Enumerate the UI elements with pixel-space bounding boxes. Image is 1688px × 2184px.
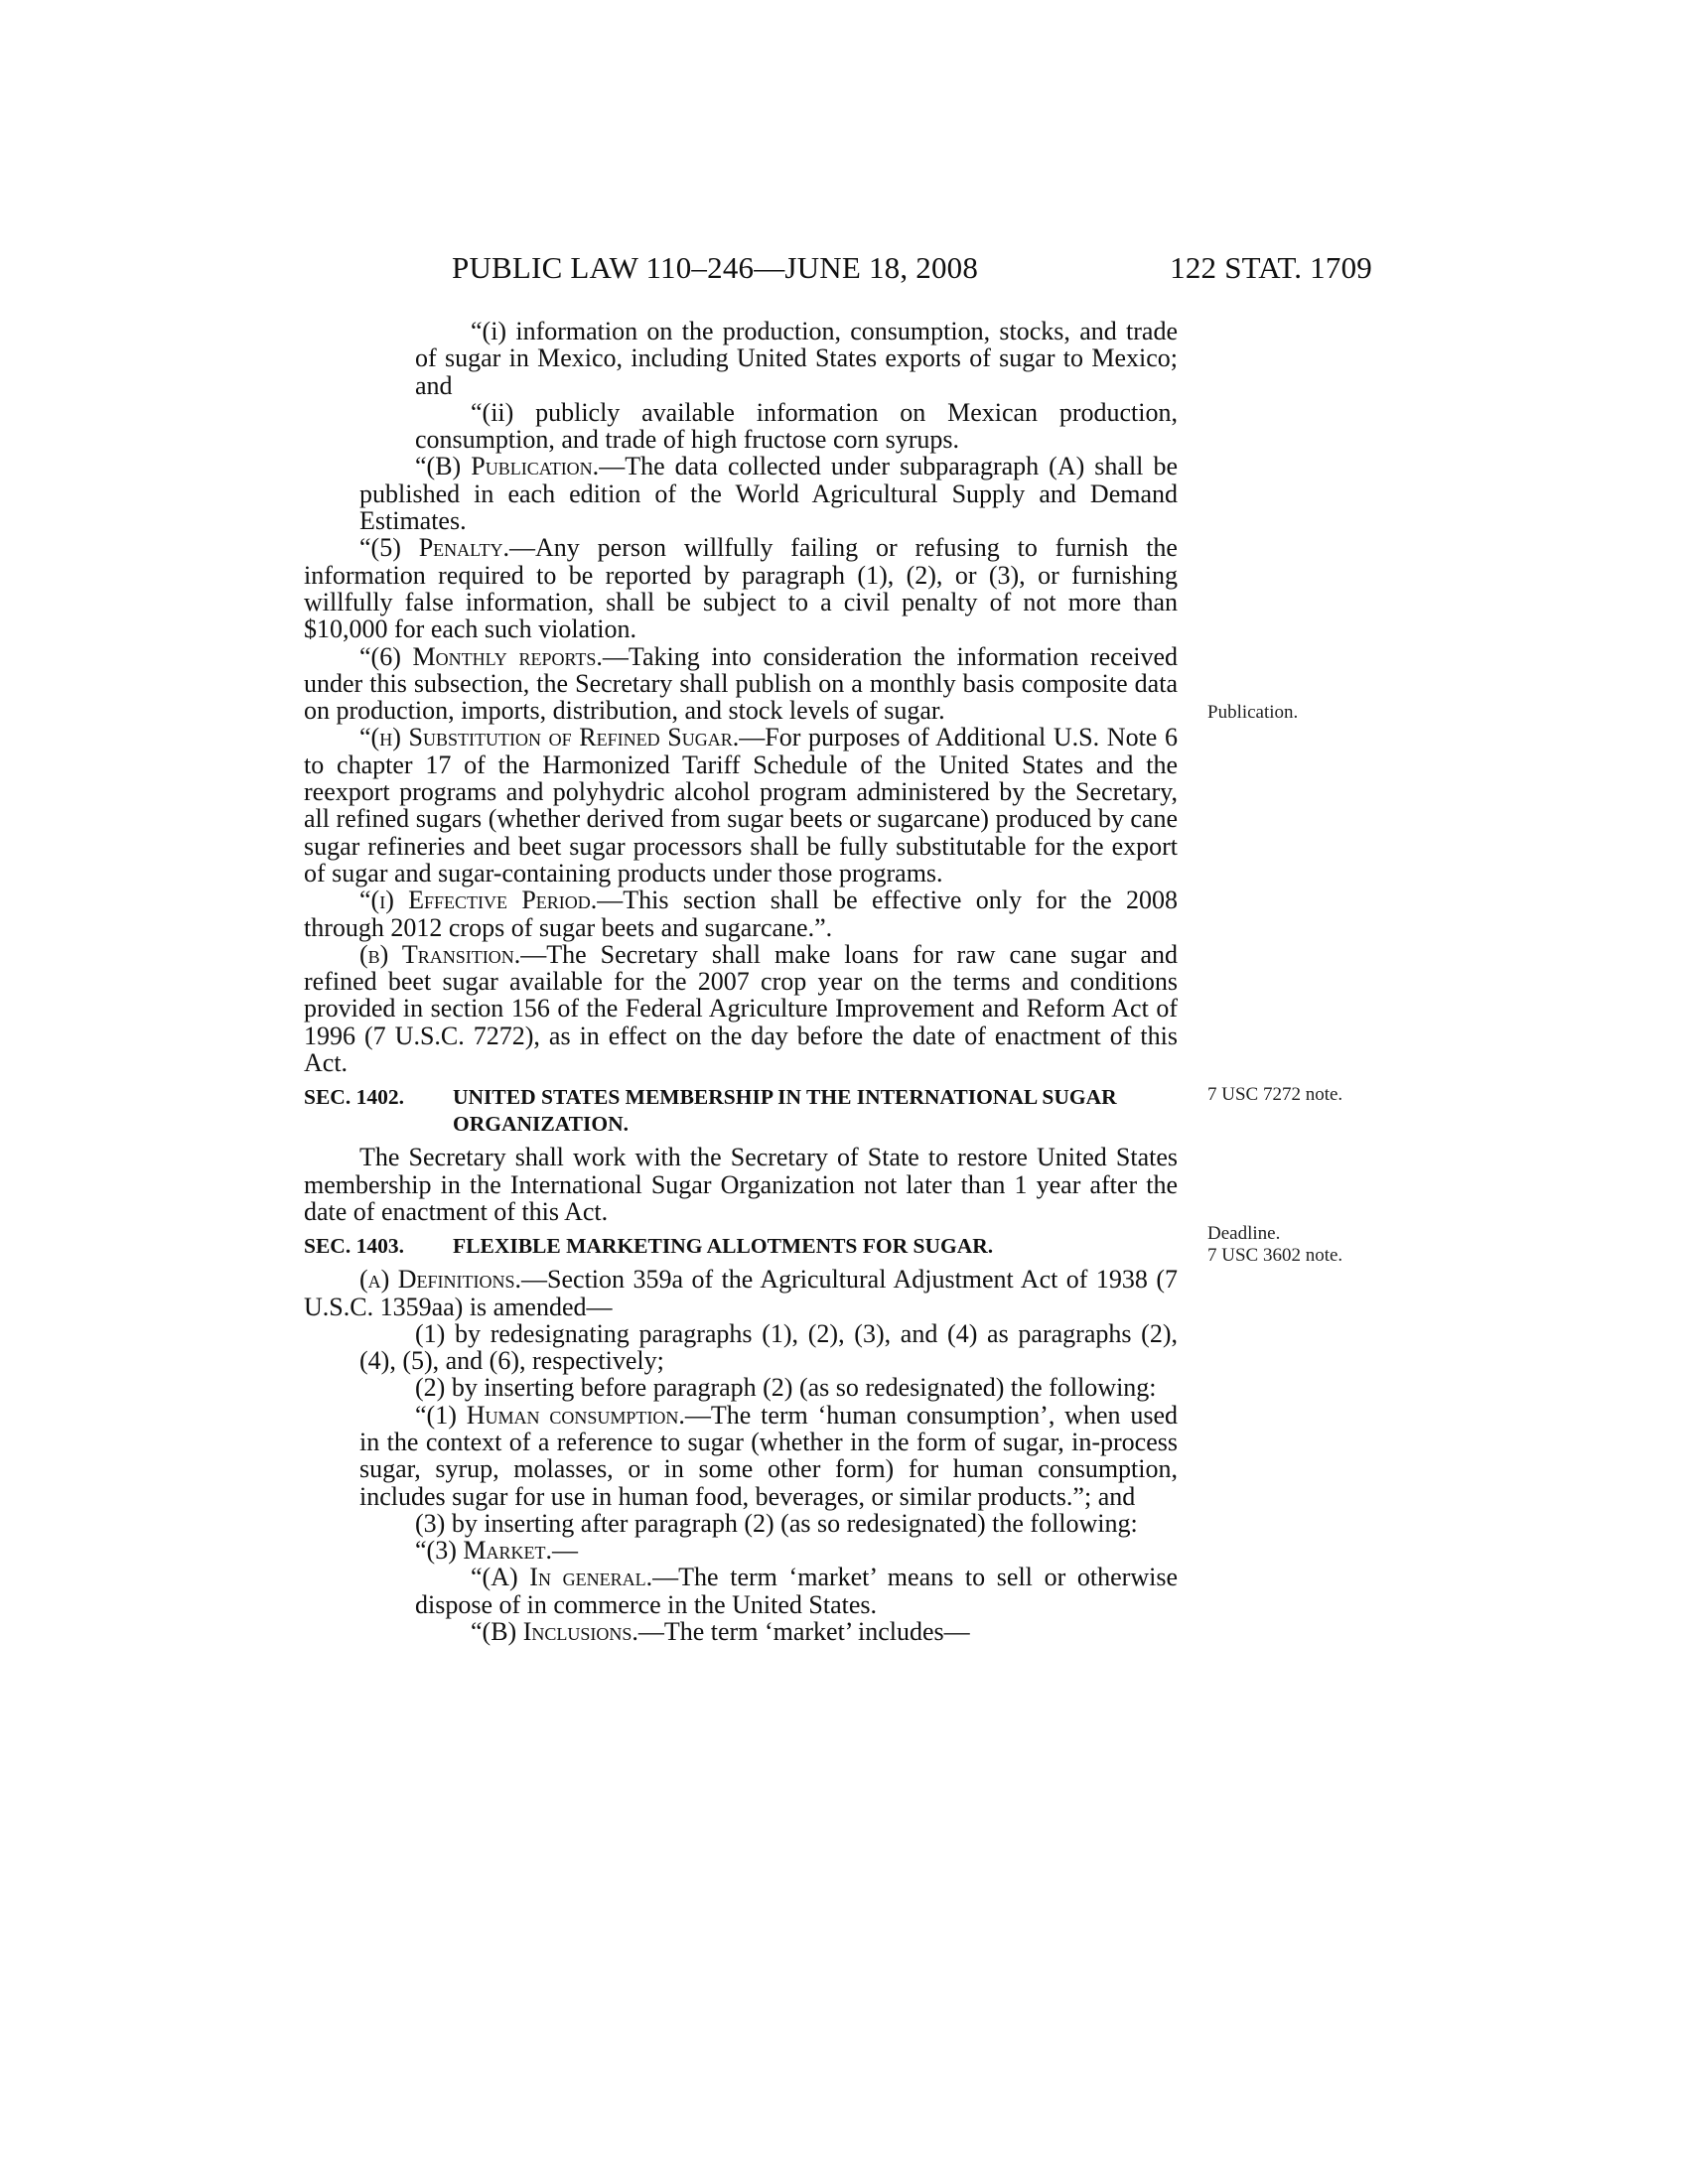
section-1403-heading: SEC. 1403. FLEXIBLE MARKETING ALLOTMENTS FOR SUGAR. [304,1234,994,1259]
item-3-inserting-after: (3) by inserting after paragraph (2) (as so redesignated) the following: [415,1508,1138,1538]
subsection-h-substitution: “(h) Substitution of Refined Sugar.—For purposes of Additional U.S. Note 6 to chapter 17 of the Harmonized Tariff Schedule of the United States and the reexport programs and polyhydric alcohol program administered by the Secretary, all refined sugars (whether derived from sugar beets or sugarcane) produced by cane sugar refineries and beet sugar processors shall be fully substitutable for the export of sugar and sugar-containing products under those programs. [304,723,1179,887]
market-in-general: “(A) In general.—The term ‘market’ means to sell or otherwise dispose of in commerce in the United States. [415,1563,1178,1619]
margin-note-deadline: Deadline. [1207,1223,1281,1244]
header-stat-page: 122 STAT. 1709 [1170,250,1372,285]
header-law-citation: PUBLIC LAW 110–246—JUNE 18, 2008 [452,250,979,285]
margin-note-usc-7272: 7 USC 7272 note. [1207,1084,1343,1105]
definition-market: “(3) Market.— [415,1536,578,1566]
section-1402-text: The Secretary shall work with the Secretary of State to restore United States membership in the International Sugar Organization not later than 1 year after the date of enactment of this Act. [304,1143,1178,1226]
paragraph-5-penalty: “(5) Penalty.—Any person willfully failing or refusing to furnish the information required to be reported by paragraph (1), (2), or (3), or furnishing willfully false information, shall be subject to a civil penalty of not more than $10,000 for each such violation. [304,533,1178,644]
subsection-b-transition: (b) Transition.—The Secretary shall make loans for raw cane sugar and refined beet sugar available for the 2007 crop year on the terms and conditions provided in section 156 of the Federal Agriculture Improvement and Reform Act of 1996 (7 U.S.C. 7272), as in effect on the day before the date of enactment of this Act. [304,939,1179,1078]
subsection-a-definitions: (a) Definitions.—Section 359a of the Agricultural Adjustment Act of 1938 (7 U.S.C. 1359aa) is amended— [304,1265,1178,1321]
market-inclusions: “(B) Inclusions.—The term ‘market’ includes— [471,1617,970,1647]
margin-note-publication: Publication. [1207,702,1299,723]
document-body [304,318,1178,1645]
definition-human-consumption: “(1) Human consumption.—The term ‘human consumption’, when used in the context of a reference to sugar (whether in the form of sugar, in-process sugar, syrup, molasses, or in some other form) for human consumption, includes sugar for use in human food, beverages, or similar products.”; and [359,1400,1179,1511]
subparagraph-b-publication: “(B) Publication.—The data collected under subparagraph (A) shall be published in each edition of the World Agricultural Supply and Demand Estimates. [359,452,1178,536]
clause-i: “(i) information on the production, consumption, stocks, and trade of sugar in Mexico, including United States exports of sugar to Mexico; and [415,317,1178,400]
subsection-i-effective-period: “(i) Effective Period.—This section shall be effective only for the 2008 through 2012 crops of sugar beets and sugarcane.”. [304,886,1178,942]
clause-ii: “(ii) publicly available information on Mexican production, consumption, and trade of high fructose corn syrups. [415,397,1178,455]
page-header [0,250,1688,290]
paragraph-6-monthly-reports: “(6) Monthly reports.—Taking into consideration the information received under this subsection, the Secretary shall publish on a monthly basis composite data on production, imports, distribution, and stock levels of sugar. [304,641,1178,726]
margin-note-usc-3602: 7 USC 3602 note. [1207,1245,1343,1266]
section-1402-heading: SEC. 1402. UNITED STATES MEMBERSHIP IN THE INTERNATIONAL SUGAR ORGANIZATION. [304,1085,1117,1137]
item-1-redesignating: (1) by redesignating paragraphs (1), (2), (3), and (4) as paragraphs (2), (4), (5), and (6), respectively; [359,1318,1178,1376]
item-2-inserting-before: (2) by inserting before paragraph (2) (as so redesignated) the following: [415,1373,1157,1403]
